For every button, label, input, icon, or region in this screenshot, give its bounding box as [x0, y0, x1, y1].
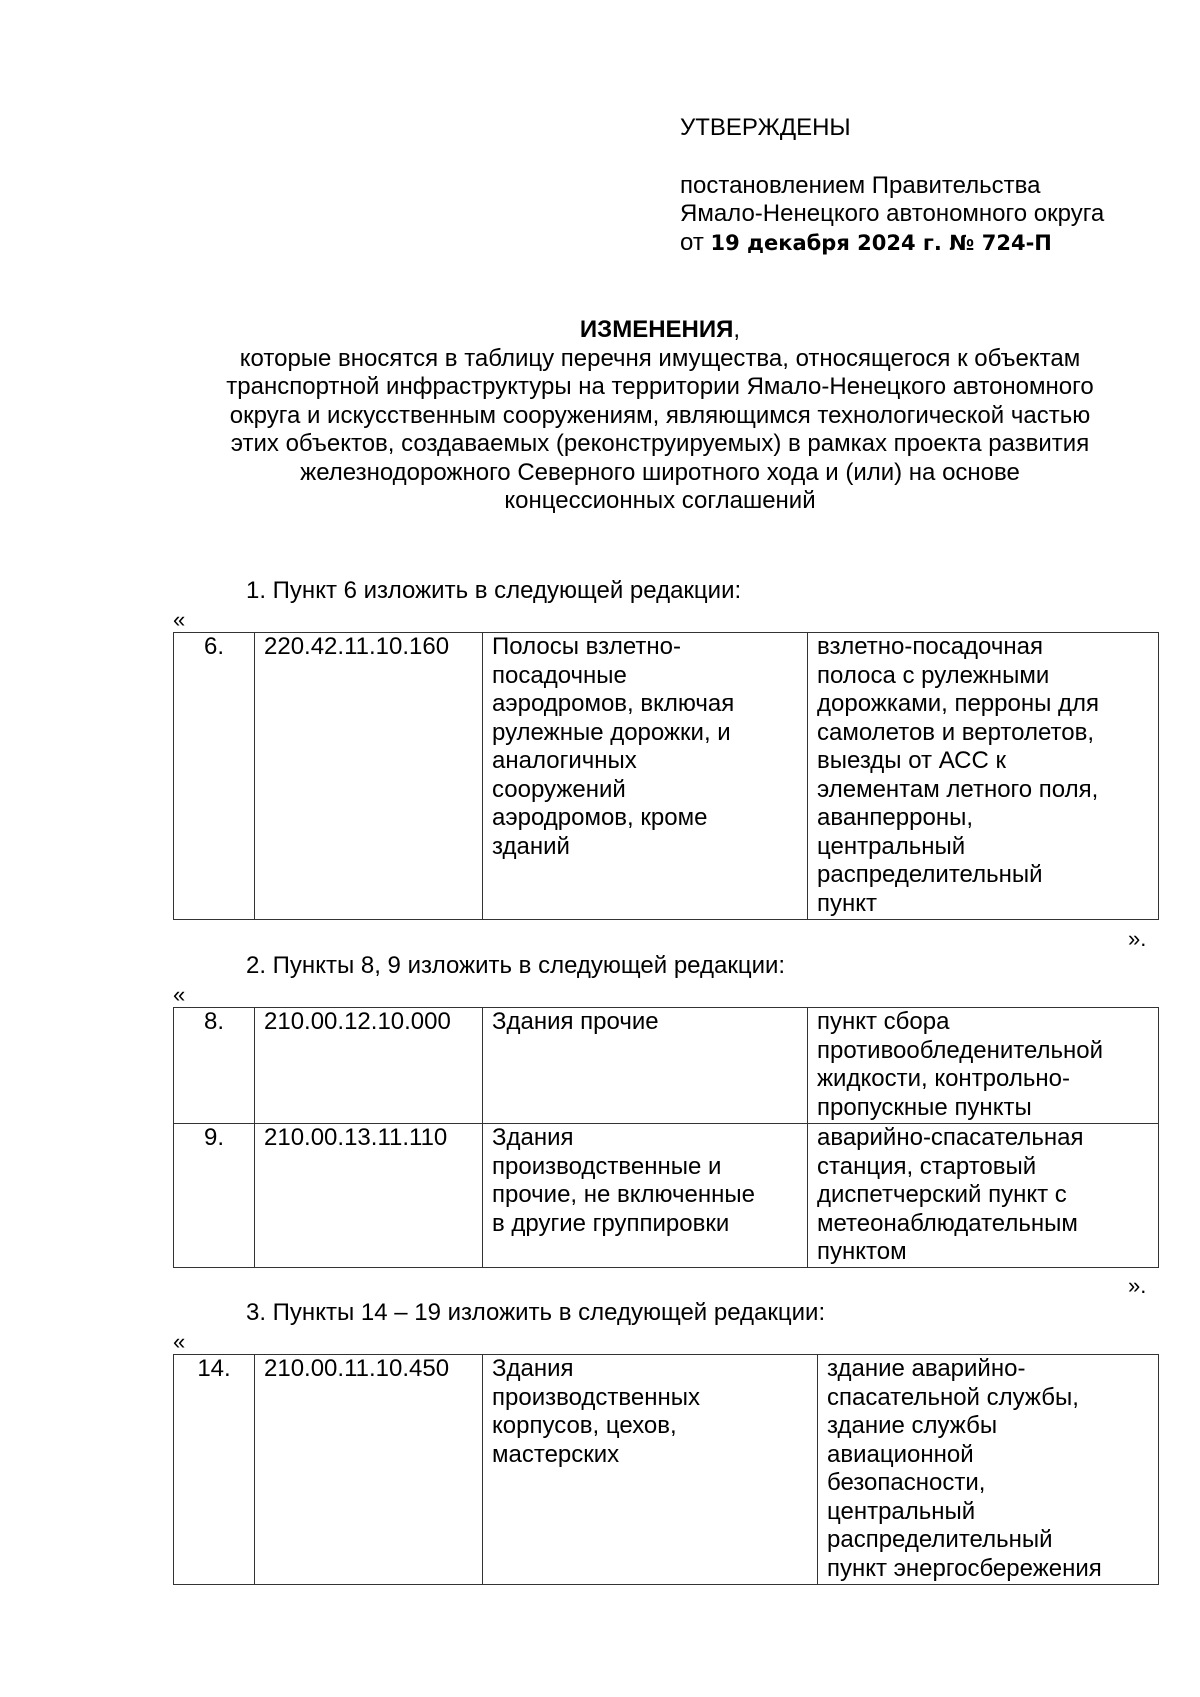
approval-date-value: 19 декабря 2024 г. № 724-П — [710, 230, 1052, 255]
row-description — [808, 1008, 1159, 1124]
row-code: 210.00.13.11.110 — [255, 1124, 483, 1268]
row-desc-line: дорожками, перроны для — [817, 690, 1100, 717]
item-2-heading: 2. Пункты 8, 9 изложить в следующей редакции: — [246, 952, 786, 979]
row-name-line: мастерских — [492, 1440, 620, 1468]
title-line: транспортной инфраструктуры на территории Ямало-Ненецкого автономного — [226, 373, 1094, 400]
row-name-line: Полосы взлетно- — [492, 633, 681, 660]
table-row — [174, 1124, 1159, 1268]
item-2-table — [173, 1007, 1159, 1268]
row-desc-line: пропускные пункты — [817, 1093, 1032, 1121]
approval-title: УТВЕРЖДЕНЫ — [680, 114, 851, 141]
row-desc-line: метеонаблюдательным — [817, 1209, 1078, 1237]
row-code: 210.00.11.10.450 — [255, 1355, 483, 1585]
row-desc-line: пунктом — [817, 1238, 907, 1265]
item-1-heading: 1. Пункт 6 изложить в следующей редакции: — [246, 577, 742, 604]
row-name-line: производственных — [492, 1383, 700, 1411]
item-3-heading: 3. Пункты 14 – 19 изложить в следующей редакции: — [246, 1299, 826, 1326]
row-desc-line: здание аварийно- — [827, 1355, 1026, 1382]
row-desc-line: распределительный — [817, 861, 1043, 888]
row-code: 220.42.11.10.160 — [255, 633, 483, 920]
item-3-table — [173, 1354, 1159, 1585]
row-name-line: производственные и — [492, 1152, 722, 1180]
row-name-line: аэродромов, включая — [492, 690, 735, 717]
row-description — [808, 1124, 1159, 1268]
row-number: 14. — [174, 1355, 255, 1585]
approval-line-2: Ямало-Ненецкого автономного округа — [680, 200, 1105, 227]
approval-date-prefix: от — [680, 228, 704, 256]
row-name — [483, 1124, 808, 1268]
quote-close: ». — [1128, 1273, 1147, 1298]
document-title — [170, 316, 1150, 516]
row-name-line: зданий — [492, 832, 570, 860]
row-name-line: Здания — [492, 1355, 574, 1382]
title-heading — [170, 316, 1150, 345]
row-name-line: Здания — [492, 1124, 574, 1151]
approval-line-1: постановлением Правительства — [680, 171, 1041, 199]
row-desc-line: пункт — [817, 889, 878, 917]
row-desc-line: центральный — [827, 1497, 976, 1525]
row-number: 6. — [174, 633, 255, 920]
title-heading-text: ИЗМЕНЕНИЯ — [579, 316, 734, 343]
row-name — [483, 1355, 818, 1585]
row-name-line: сооружений — [492, 775, 626, 803]
table-row — [174, 1008, 1159, 1124]
row-desc-line: распределительный — [827, 1526, 1053, 1553]
row-name-line: аналогичных — [492, 747, 637, 774]
row-desc-line: элементам летного поля, — [817, 775, 1099, 803]
row-desc-line: аванперроны, — [817, 804, 973, 831]
row-number: 8. — [174, 1008, 255, 1124]
row-desc-line: центральный — [817, 832, 966, 860]
row-name-line: посадочные — [492, 661, 627, 689]
row-name-line: аэродромов, кроме — [492, 804, 708, 831]
title-line: которые вносятся в таблицу перечня имущества, относящегося к объектам — [239, 344, 1081, 372]
row-desc-line: безопасности, — [827, 1469, 986, 1496]
row-name — [483, 633, 808, 920]
approval-block — [680, 114, 1180, 257]
row-name — [483, 1008, 808, 1124]
row-desc-line: пункт сбора — [817, 1008, 950, 1035]
quote-open: « — [173, 982, 186, 1007]
row-desc-line: полоса с рулежными — [817, 661, 1050, 689]
row-desc-line: пункт энергосбережения — [827, 1554, 1102, 1582]
row-desc-line: противообледенительной — [817, 1036, 1104, 1064]
title-line: округа и искусственным сооружениям, являющимся технологической частью — [229, 401, 1091, 429]
row-description — [808, 633, 1159, 920]
quote-open: « — [173, 1329, 186, 1354]
title-line: концессионных соглашений — [504, 487, 816, 514]
row-desc-line: станция, стартовый — [817, 1152, 1037, 1180]
row-desc-line: спасательной службы, — [827, 1383, 1079, 1411]
title-line: железнодорожного Северного широтного хода и (или) на основе — [300, 458, 1020, 486]
row-desc-line: диспетчерский пункт с — [817, 1181, 1067, 1208]
row-name-line: корпусов, цехов, — [492, 1412, 677, 1439]
row-description — [818, 1355, 1159, 1585]
row-name-line: рулежные дорожки, и — [492, 718, 731, 746]
row-desc-line: авиационной — [827, 1440, 974, 1468]
row-desc-line: жидкости, контрольно- — [817, 1065, 1070, 1092]
row-desc-line: выезды от АСС к — [817, 747, 1007, 774]
row-desc-line: здание службы — [827, 1412, 998, 1439]
row-code: 210.00.12.10.000 — [255, 1008, 483, 1124]
table-row — [174, 1355, 1159, 1585]
table-row — [174, 633, 1159, 920]
item-1-table — [173, 632, 1159, 920]
row-number: 9. — [174, 1124, 255, 1268]
title-line: этих объектов, создаваемых (реконструируемых) в рамках проекта развития — [230, 430, 1090, 457]
approval-date — [680, 229, 1180, 258]
quote-close: ». — [1128, 926, 1147, 951]
row-name-line: прочие, не включенные — [492, 1181, 755, 1208]
title-heading-suffix: , — [733, 316, 741, 343]
row-desc-line: аварийно-спасательная — [817, 1124, 1084, 1151]
row-desc-line: взлетно-посадочная — [817, 633, 1043, 660]
row-name-line: Здания прочие — [492, 1008, 659, 1035]
quote-open: « — [173, 607, 186, 632]
row-name-line: в другие группировки — [492, 1209, 730, 1237]
row-desc-line: самолетов и вертолетов, — [817, 718, 1095, 746]
